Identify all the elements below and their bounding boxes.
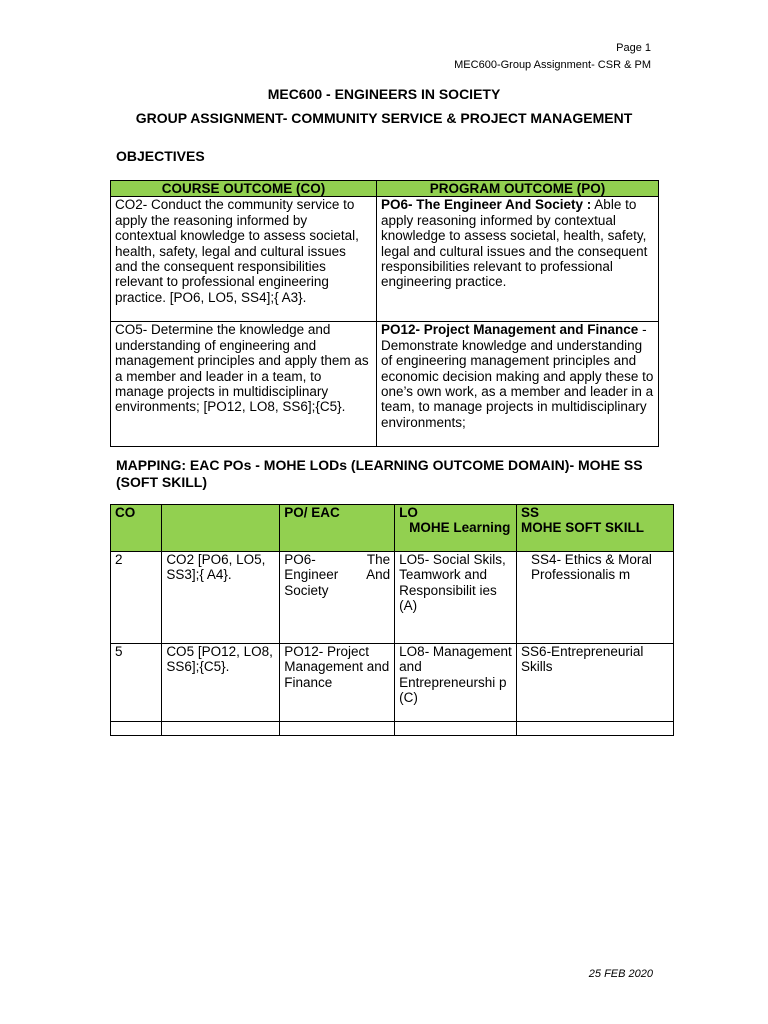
objectives-table-header (111, 181, 659, 197)
co-cell: 5 (111, 644, 162, 722)
program-outcome-title: PO12- Project Management and Finance (381, 322, 639, 338)
program-outcome-text: Able to apply reasoning informed by contextual knowledge to assess societal, health, safety, legal and cultural issues and the consequent responsibilities relevant to professional engineering practice. (381, 197, 648, 290)
table-row (111, 322, 659, 447)
empty-cell (517, 722, 674, 736)
lo-header (395, 505, 517, 552)
footer-date: 25 FEB 2020 (588, 968, 653, 980)
po-cell: PO6- The Engineer And Society (280, 552, 395, 644)
empty-cell (111, 722, 162, 736)
empty-cell (395, 722, 517, 736)
document-header: MEC600-Group Assignment- CSR & PM (454, 59, 651, 71)
objectives-table (110, 180, 659, 447)
mapping-heading: MAPPING: EAC POs - MOHE LODs (LEARNING OUTCOME DOMAIN)- MOHE SS (SOFT SKILL) (116, 457, 643, 490)
mapping-table (110, 504, 674, 736)
lo-cell: LO8- Management and Entrepreneurshi p (C) (395, 644, 517, 722)
table-row (111, 197, 659, 322)
course-outcome-header: COURSE OUTCOME (CO) (111, 181, 377, 197)
ss-cell: SS6-Entrepreneurial Skills (517, 644, 674, 722)
document-subtitle: GROUP ASSIGNMENT- COMMUNITY SERVICE & PROJECT MANAGEMENT (135, 110, 633, 126)
blank-header (162, 505, 280, 552)
lo-header-line1: LO (399, 505, 418, 520)
description-cell: CO5 [PO12, LO8, SS6];{C5}. (162, 644, 280, 722)
lo-header-line2: MOHE Learning (409, 520, 511, 536)
table-row (111, 552, 674, 644)
ss-cell: SS4- Ethics & Moral Professionalis m (517, 552, 674, 644)
description-cell: CO2 [PO6, LO5, SS3];{ A4}. (162, 552, 280, 644)
program-outcome-title: PO6- The Engineer And Society : (381, 197, 592, 213)
table-row-empty (111, 722, 674, 736)
po-eac-header: PO/ EAC (280, 505, 395, 552)
document-title: MEC600 - ENGINEERS IN SOCIETY (267, 86, 501, 102)
ss-header-line1: SS (521, 505, 540, 520)
mapping-table-header (111, 505, 674, 552)
course-outcome-cell: CO2- Conduct the community service to apply the reasoning informed by contextual knowledge to assess societal, health, safety, legal and cultural issues and the consequent responsibilities relevant to professional engineering practice. [PO6, LO5, SS4];{ A3}. (111, 197, 377, 322)
program-outcome-header: PROGRAM OUTCOME (PO) (377, 181, 659, 197)
empty-cell (280, 722, 395, 736)
lo-cell: LO5- Social Skils, Teamwork and Responsibilit ies (A) (395, 552, 517, 644)
co-header: CO (111, 505, 162, 552)
ss-header-line2: MOHE SOFT SKILL (521, 520, 645, 536)
objectives-heading: OBJECTIVES (116, 148, 205, 164)
empty-cell (162, 722, 280, 736)
ss-header (517, 505, 674, 552)
program-outcome-cell (377, 322, 659, 447)
po-cell: PO12- Project Management and Finance (280, 644, 395, 722)
course-outcome-cell: CO5- Determine the knowledge and understanding of engineering and management principles and apply them as a member and leader in a team, to manage projects in multidisciplinary environments; [PO12, LO8, SS6];{C5}. (111, 322, 377, 447)
co-cell: 2 (111, 552, 162, 644)
table-row (111, 644, 674, 722)
program-outcome-cell (377, 197, 659, 322)
page-number: Page 1 (616, 42, 651, 54)
program-outcome-text: - Demonstrate knowledge and understanding of engineering management principles and economic decision making and apply these to one’s own work, as a member and leader in a team, to manage projects in multidisciplinary environments; (381, 322, 654, 430)
